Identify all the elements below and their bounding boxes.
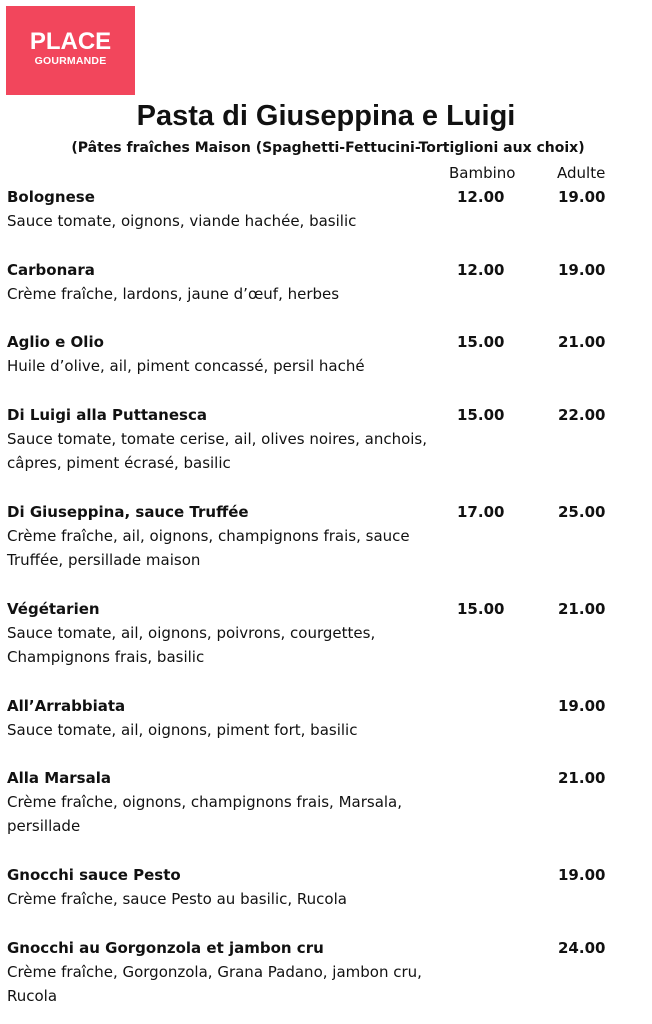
menu-item-name: All’Arrabbiata xyxy=(7,697,126,715)
menu-item-description: Crème fraîche, lardons, jaune d’œuf, herbes xyxy=(7,285,340,303)
menu-item-description: Sauce tomate, ail, oignons, piment fort, basilic xyxy=(7,721,358,739)
menu-item xyxy=(7,936,647,1008)
price-adulte: 22.00 xyxy=(558,406,606,424)
menu-item xyxy=(7,766,647,838)
menu-item-name: Aglio e Olio xyxy=(7,333,104,351)
menu-item-name: Di Giuseppina, sauce Truffée xyxy=(7,503,249,521)
menu-item xyxy=(7,597,647,669)
menu-item-description: Crème fraîche, oignons, champignons frais, Marsala, persillade xyxy=(7,793,403,835)
price-adulte: 21.00 xyxy=(558,600,606,618)
menu-item xyxy=(7,694,647,742)
menu-item-name: Bolognese xyxy=(7,188,95,206)
menu-item-description: Crème fraîche, sauce Pesto au basilic, Rucola xyxy=(7,890,347,908)
menu-item xyxy=(7,185,647,233)
logo-text-place: PLACE xyxy=(29,28,112,55)
menu-item-name: Carbonara xyxy=(7,261,95,279)
menu-item-name: Végétarien xyxy=(7,600,100,618)
menu-item-name: Alla Marsala xyxy=(7,769,111,787)
price-bambino: 15.00 xyxy=(457,333,505,351)
column-header-bambino: Bambino xyxy=(449,164,516,182)
price-adulte: 21.00 xyxy=(558,333,606,351)
place-gourmande-logo xyxy=(6,6,135,95)
menu-item-description: Sauce tomate, ail, oignons, poivrons, courgettes, Champignons frais, basilic xyxy=(7,624,376,666)
menu-item-name: Gnocchi au Gorgonzola et jambon cru xyxy=(7,939,324,957)
menu-item-description: Huile d’olive, ail, piment concassé, persil haché xyxy=(7,357,365,375)
price-adulte: 25.00 xyxy=(558,503,606,521)
price-adulte: 21.00 xyxy=(558,769,606,787)
menu-item xyxy=(7,863,647,911)
price-adulte: 19.00 xyxy=(558,261,606,279)
price-bambino: 12.00 xyxy=(457,188,505,206)
menu-item xyxy=(7,403,647,475)
price-bambino: 12.00 xyxy=(457,261,505,279)
price-adulte: 24.00 xyxy=(558,939,606,957)
price-adulte: 19.00 xyxy=(558,866,606,884)
menu-item xyxy=(7,500,647,572)
page-subtitle: (Pâtes fraîches Maison (Spaghetti-Fettucini-Tortiglioni aux choix) xyxy=(71,140,585,156)
price-bambino: 15.00 xyxy=(457,600,505,618)
menu-item xyxy=(7,258,647,306)
menu-item-description: Crème fraîche, Gorgonzola, Grana Padano, jambon cru, Rucola xyxy=(7,963,422,1005)
menu-item-name: Gnocchi sauce Pesto xyxy=(7,866,181,884)
menu-item-name: Di Luigi alla Puttanesca xyxy=(7,406,207,424)
price-bambino: 17.00 xyxy=(457,503,505,521)
menu-item xyxy=(7,330,647,378)
price-adulte: 19.00 xyxy=(558,188,606,206)
column-header-adulte: Adulte xyxy=(557,164,606,182)
price-bambino: 15.00 xyxy=(457,406,505,424)
menu-item-description: Sauce tomate, tomate cerise, ail, olives noires, anchois, câpres, piment écrasé, basilic xyxy=(7,430,428,472)
menu-item-description: Sauce tomate, oignons, viande hachée, basilic xyxy=(7,212,357,230)
logo-text-gourmande: GOURMANDE xyxy=(34,55,107,67)
price-adulte: 19.00 xyxy=(558,697,606,715)
page-title: Pasta di Giuseppina e Luigi xyxy=(136,100,516,132)
menu-item-description: Crème fraîche, ail, oignons, champignons frais, sauce Truffée, persillade maison xyxy=(7,527,410,569)
